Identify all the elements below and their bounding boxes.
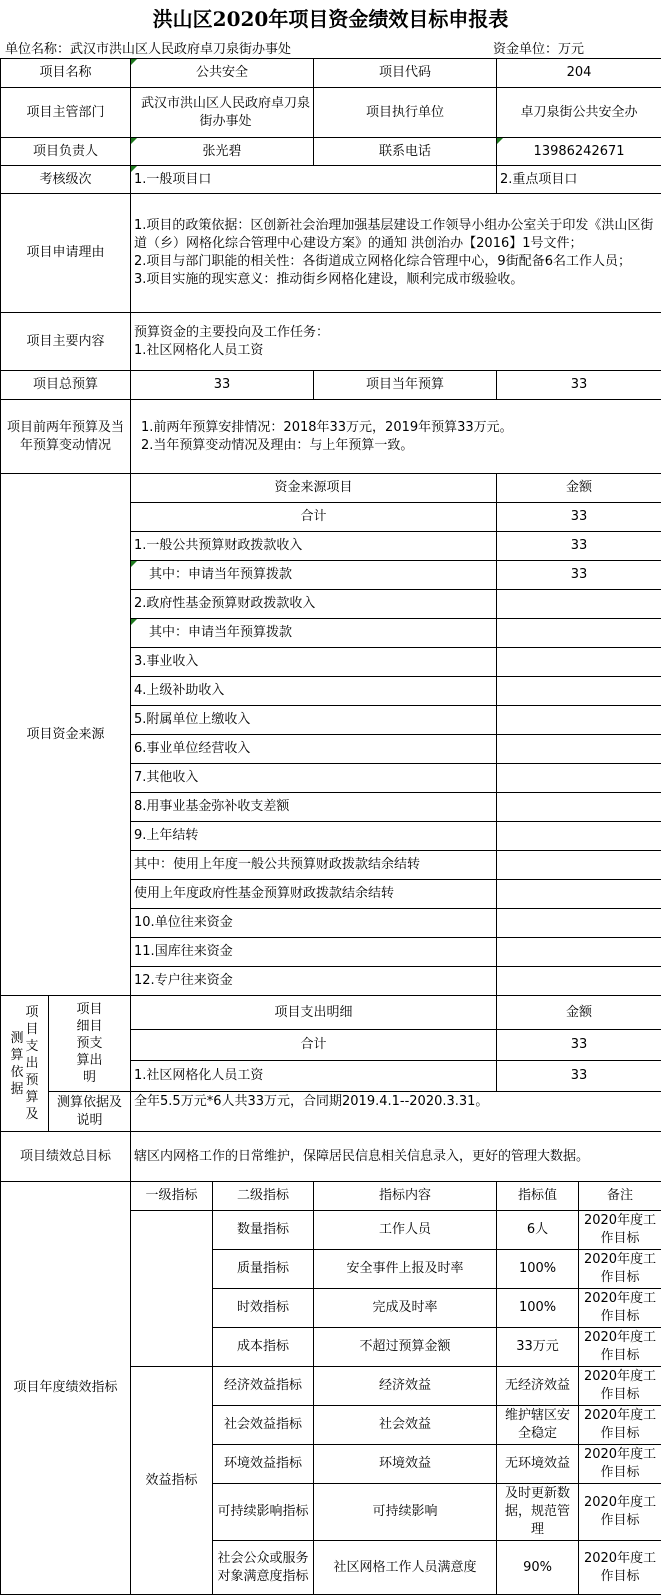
funding-row-amount: [497, 822, 661, 851]
ind-note: 2020年度工作目标: [579, 1484, 661, 1541]
expense-total-label: 合计: [131, 1030, 497, 1061]
funding-row-amount: [497, 590, 661, 619]
funding-row-item: 3.事业收入: [131, 648, 497, 677]
funding-row-item: 其中：申请当年预算拨款: [131, 619, 497, 648]
ind-value: 33万元: [497, 1328, 579, 1367]
funding-row-amount: [497, 648, 661, 677]
funding-row-item: 11.国库往来资金: [131, 938, 497, 967]
ind-note: 2020年度工作目标: [579, 1328, 661, 1367]
dept-label: 项目主管部门: [1, 88, 131, 138]
reason-label: 项目申请理由: [1, 194, 131, 313]
funding-header-amount: 金额: [497, 474, 661, 503]
ind-header-l2: 二级指标: [213, 1182, 314, 1211]
ind-l2: 社会效益指标: [213, 1406, 314, 1445]
exec-label: 项目执行单位: [314, 88, 497, 138]
goal-text: 辖区内网格工作的日常维护，保障居民信息相关信息录入，更好的管理大数据。: [131, 1132, 661, 1182]
ind-l2: 可持续影响指标: [213, 1484, 314, 1541]
change-line-1: 1.前两年预算安排情况：2018年33万元，2019年预算33万元。: [141, 419, 513, 435]
expense-mid-extra: 及: [25, 1107, 39, 1122]
ind-l2: 环境效益指标: [213, 1445, 314, 1484]
change-line-2: 2.当年预算变动情况及理由：与上年预算一致。: [141, 437, 414, 453]
expense-item-1: 1.社区网格化人员工资: [131, 1061, 497, 1092]
owner-label: 项目负责人: [1, 138, 131, 166]
level-label: 考核级次: [1, 166, 131, 194]
current-budget-label: 项目当年预算: [314, 371, 497, 400]
ind-output-label: [131, 1211, 213, 1367]
ind-content: 经济效益: [314, 1367, 497, 1406]
funding-row-amount: [497, 880, 661, 909]
project-code-label: 项目代码: [314, 59, 497, 88]
funding-row-amount: [497, 706, 661, 735]
unit-name: 单位名称：武汉市洪山区人民政府卓刀泉街办事处: [5, 42, 292, 57]
funding-row-item: 其中：使用上年度一般公共预算财政拨款结余结转: [131, 851, 497, 880]
funding-row-amount: 33: [497, 532, 661, 561]
ind-note: 2020年度工作目标: [579, 1289, 661, 1328]
expense-outer-text: 测算依据: [10, 1030, 24, 1097]
change-label: 项目前两年预算及当年预算变动情况: [1, 400, 131, 474]
funding-row-item: 合计: [131, 503, 497, 532]
basis-text: 全年5.5万元*6人共33万元，合同期2019.4.1--2020.3.31。: [131, 1092, 661, 1132]
funding-row-amount: [497, 909, 661, 938]
funding-row-amount: [497, 677, 661, 706]
funding-row-item: 其中：申请当年预算拨款: [131, 561, 497, 590]
goal-label: 项目绩效总目标: [1, 1132, 131, 1182]
ind-l2: 质量指标: [213, 1250, 314, 1289]
owner-value: 张光碧: [131, 138, 314, 166]
level-option-2: 2.重点项目口: [497, 166, 661, 194]
ind-note: 2020年度工作目标: [579, 1541, 661, 1595]
funding-row-item: 5.附属单位上缴收入: [131, 706, 497, 735]
funding-row-item: 1.一般公共预算财政拨款收入: [131, 532, 497, 561]
funding-row-item: 7.其他收入: [131, 764, 497, 793]
funding-row-item: 使用上年度政府性基金预算财政拨款结余结转: [131, 880, 497, 909]
money-unit: 资金单位：万元: [493, 42, 585, 57]
ind-value: 及时更新数据，规范管理: [497, 1484, 579, 1541]
current-budget-value: 33: [497, 371, 661, 400]
expense-inner-label: [49, 996, 131, 1092]
ind-content: 安全事件上报及时率: [314, 1250, 497, 1289]
ind-note: 2020年度工作目标: [579, 1445, 661, 1484]
total-budget-label: 项目总预算: [1, 371, 131, 400]
ind-content: 完成及时率: [314, 1289, 497, 1328]
funding-row-amount: [497, 619, 661, 648]
expense-header-amount: 金额: [497, 996, 661, 1030]
funding-row-amount: 33: [497, 561, 661, 590]
expense-item-1-amount: 33: [497, 1061, 661, 1092]
ind-value: 维护辖区安全稳定: [497, 1406, 579, 1445]
reason-line-2: 2.项目与部门职能的相关性：各街道成立网格化综合管理中心，9街配备6名工作人员；: [134, 254, 631, 269]
phone-value: 13986242671: [497, 138, 661, 166]
phone-label: 联系电话: [314, 138, 497, 166]
ind-content: 社会效益: [314, 1406, 497, 1445]
reason-line-1: 1.项目的政策依据：区创新社会治理加强基层建设工作领导小组办公室关于印发《洪山区街道（乡）网格化综合管理中心建设方案》的通知 洪创治办【2016】1号文件；: [134, 218, 654, 251]
exec-value: 卓刀泉街公共安全办: [497, 88, 661, 138]
ind-content: 社区网格工作人员满意度: [314, 1541, 497, 1595]
ind-header-l1: 一级指标: [131, 1182, 213, 1211]
expense-mid-text: [25, 1004, 39, 1123]
ind-value: 无经济效益: [497, 1367, 579, 1406]
report-table: [0, 58, 661, 1595]
funding-row-amount: [497, 793, 661, 822]
funding-row-amount: [497, 938, 661, 967]
ind-l2: 经济效益指标: [213, 1367, 314, 1406]
page-title: 洪山区2020年项目资金绩效目标申报表: [152, 6, 509, 31]
expense-inner-text: 项目细目预支算出明: [76, 1002, 103, 1085]
expense-header-item: 项目支出明细: [131, 996, 497, 1030]
funding-row-item: 10.单位往来资金: [131, 909, 497, 938]
total-budget-value: 33: [131, 371, 314, 400]
ind-content: 不超过预算金额: [314, 1328, 497, 1367]
funding-row-amount: [497, 851, 661, 880]
ind-l2: 成本指标: [213, 1328, 314, 1367]
expense-mid-label: 项目支出预算: [25, 1005, 39, 1105]
unit-info-row: [0, 34, 661, 58]
expense-total-value: 33: [497, 1030, 661, 1061]
content-label: 项目主要内容: [1, 313, 131, 371]
funding-row-amount: [497, 735, 661, 764]
project-name-label: 项目名称: [1, 59, 131, 88]
expense-outer-label: [1, 996, 49, 1132]
funding-row-amount: [497, 764, 661, 793]
content-text: [131, 313, 661, 371]
ind-header-content: 指标内容: [314, 1182, 497, 1211]
ind-value: 90%: [497, 1541, 579, 1595]
funding-row-item: 6.事业单位经营收入: [131, 735, 497, 764]
reason-text: [131, 194, 661, 313]
ind-value: 100%: [497, 1289, 579, 1328]
ind-note: 2020年度工作目标: [579, 1250, 661, 1289]
funding-row-item: 12.专户往来资金: [131, 967, 497, 996]
funding-row-item: 8.用事业基金弥补收支差额: [131, 793, 497, 822]
ind-value: 6人: [497, 1211, 579, 1250]
ind-content: 工作人员: [314, 1211, 497, 1250]
ind-content: 环境效益: [314, 1445, 497, 1484]
content-line-2: 1.社区网格化人员工资: [134, 342, 264, 358]
ind-effect-label: 效益指标: [131, 1367, 213, 1595]
ind-l2: 社会公众或服务对象满意度指标: [213, 1541, 314, 1595]
funding-label: 项目资金来源: [1, 474, 131, 996]
basis-label: 测算依据及说明: [49, 1092, 131, 1132]
funding-row-amount: 33: [497, 503, 661, 532]
ind-note: 2020年度工作目标: [579, 1406, 661, 1445]
funding-row-amount: [497, 967, 661, 996]
indicators-label: 项目年度绩效指标: [1, 1182, 131, 1595]
reason-line-3: 3.项目实施的现实意义：推动街乡网格化建设，顺利完成市级验收。: [134, 272, 524, 287]
ind-l2: 时效指标: [213, 1289, 314, 1328]
ind-content: 可持续影响: [314, 1484, 497, 1541]
ind-l2: 数量指标: [213, 1211, 314, 1250]
level-option-1: 1.一般项目口: [131, 166, 497, 194]
ind-value: 无环境效益: [497, 1445, 579, 1484]
ind-header-value: 指标值: [497, 1182, 579, 1211]
ind-note: 2020年度工作目标: [579, 1367, 661, 1406]
dept-value: 武汉市洪山区人民政府卓刀泉街办事处: [131, 88, 314, 138]
ind-header-note: 备注: [579, 1182, 661, 1211]
content-line-1: 预算资金的主要投向及工作任务：: [134, 324, 330, 340]
ind-value: 100%: [497, 1250, 579, 1289]
funding-header-item: 资金来源项目: [131, 474, 497, 503]
funding-row-item: 4.上级补助收入: [131, 677, 497, 706]
change-text: [131, 400, 661, 474]
project-name-value: 公共安全: [131, 59, 314, 88]
funding-row-item: 2.政府性基金预算财政拨款收入: [131, 590, 497, 619]
project-code-value: 204: [497, 59, 661, 88]
funding-row-item: 9.上年结转: [131, 822, 497, 851]
ind-note: 2020年度工作目标: [579, 1211, 661, 1250]
